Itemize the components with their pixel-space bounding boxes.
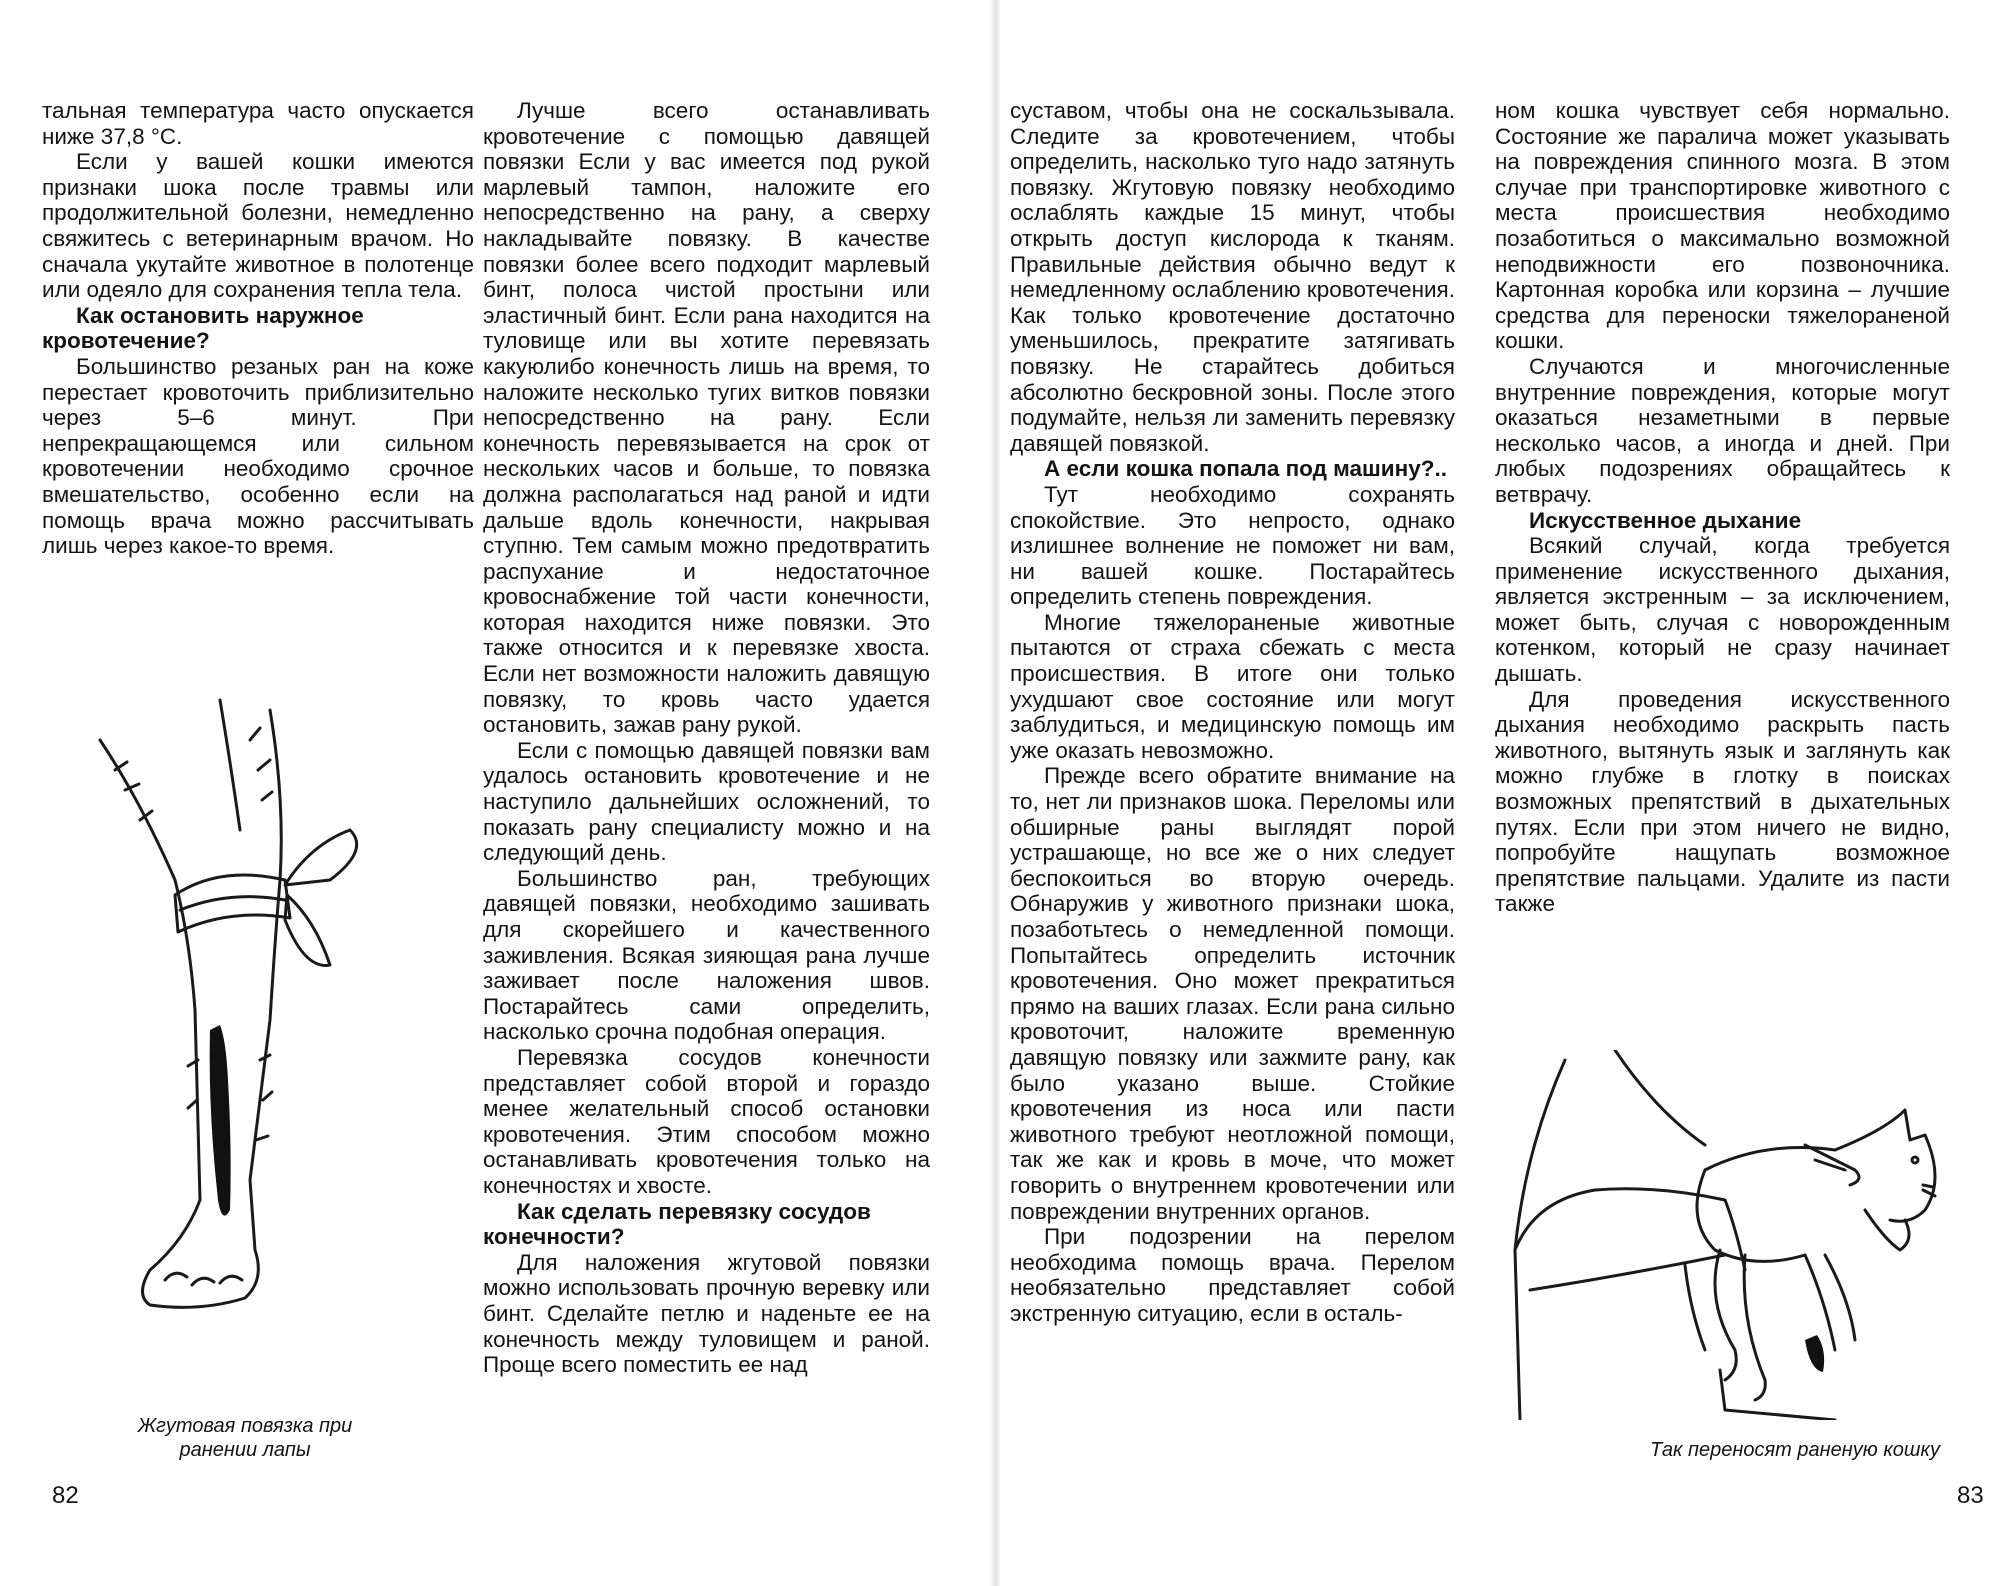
paragraph: тальная температура часто опускается ниже 37,8 °С.: [42, 98, 474, 149]
paragraph: Случаются и многочисленные внутренние повреждения, которые могут оказаться незаметными в первые несколько часов, а иногда и дней. При любых подозрениях обращайтесь к ветврачу.: [1495, 353, 1950, 507]
cat-paw: [1805, 1335, 1824, 1372]
paragraph: Для наложения жгутовой повязки можно использовать прочную веревку или бинт. Сделайте петлю и наденьте ее на конечность между туловищем и раной. Проще всего поместить ее над: [483, 1249, 930, 1378]
paragraph: Большинство ран, требующих давящей повязки, необходимо зашивать для скорейшего и качественного заживления. Всякая зияющая рана лучше заживает после наложения швов. Постарайтесь сами определить, насколько срочна подобная операция.: [483, 865, 930, 1045]
column-4: [1495, 98, 1950, 978]
paragraph: Прежде всего обратите внимание на то, нет ли признаков шока. Переломы или обширные раны выглядят порой устрашающе, но все же о них следует беспокоиться во вторую очередь. Обнаружив у животного признаки шока, позаботьтесь о немедленной помощи. Попытайтесь определить источник кровотечения. Оно может прекратиться прямо на ваших глазах. Если рана сильно кровоточит, наложите временную давящую повязку или зажмите рану, как было указано выше. Стойкие кровотечения из носа или пасти животного требуют неотложной помощи, так же как и кровь в моче, что может говорить о внутреннем кровотечении или повреждении внутренних органов.: [1010, 763, 1455, 1224]
paragraph: Перевязка сосудов конечности представляет собой второй и гораздо менее желательный способ остановки кровотечения. Этим способом можно останавливать кровотечения только на конечностях и хвосте.: [483, 1044, 930, 1198]
bandaged-leg-figure: [80, 680, 380, 1330]
paragraph: Если у вашей кошки имеются признаки шока после травмы или продолжительной болезни, немедленно свяжитесь с ветеринарным врачом. Но сначала укутайте животное в полотенце или одеяло для сохранения тепла тела.: [42, 149, 474, 303]
paragraph: Большинство резаных ран на коже перестает кровоточить приблизительно через 5–6 минут. При непрекращающемся или сильном кровотечении необходимо срочное вмешательство, особенно если на помощь врача можно рассчитывать лишь через какое-то время.: [42, 353, 474, 559]
page-number-left: 82: [52, 1482, 79, 1509]
paragraph: Для проведения искусственного дыхания необходимо раскрыть пасть животного, вытянуть язык и заглянуть как можно глубже в глотку в поисках возможных препятствий в дыхательных путях. Если при этом ничего не видно, попробуйте нащупать возможное препятствие пальцами. Удалите из пасти также: [1495, 686, 1950, 917]
column-1: [42, 98, 474, 638]
paragraph: Если с помощью давящей повязки вам удалось остановить кровотечение и не наступило дальнейших осложнений, то показать рану специалисту можно и на следующий день.: [483, 737, 930, 866]
paragraph: Тут необходимо сохранять спокойствие. Это непросто, однако излишнее волнение не поможет ни вам, ни вашей кошке. Постарайтесь определить степень повреждения.: [1010, 481, 1455, 610]
section-heading: Искусственное дыхание: [1529, 507, 1802, 533]
carrying-cat-illustration: [1505, 1050, 1945, 1420]
right-page: [995, 0, 2000, 1586]
paragraph: При подозрении на перелом необходима помощь врача. Перелом необязательно представляет собой экстренную ситуацию, если в осталь-: [1010, 1224, 1455, 1326]
paragraph: Многие тяжелораненые животные пытаются от страха сбежать с места происшествия. В итоге они только ухудшают свое состояние или могут заблудиться, и медицинскую помощь им уже оказать невозможно.: [1010, 609, 1455, 763]
figure-caption-left: Жгутовая повязка при ранении лапы: [137, 1415, 353, 1461]
paragraph: ном кошка чувствует себя нормально. Состояние же паралича может указывать на повреждения спинного мозга. В этом случае при транспортировке животного с места происшествия необходимо позаботиться о максимально возможной неподвижности его позвоночника. Картонная коробка или корзина – лучшие средства для переноски тяжелораненой кошки.: [1495, 98, 1950, 354]
section-heading: Как сделать перевязку сосудов конечности?: [483, 1198, 871, 1250]
bandaged-leg-illustration: [80, 680, 380, 1330]
section-heading: А если кошка попала под машину?..: [1044, 456, 1447, 482]
blood-streak: [210, 1025, 231, 1216]
paragraph: Всякий случай, когда требуется применение искусственного дыхания, является экстренным – за исключением, может быть, случая с новорожденным котенком, который не сразу начинает дышать.: [1495, 533, 1950, 687]
left-page: [0, 0, 995, 1586]
section-heading: Как остановить наружное кровотечение?: [42, 302, 364, 354]
carrying-cat-figure: [1505, 1050, 1945, 1420]
paragraph: Лучше всего останавливать кровотечение с помощью давящей повязки Если у вас имеется под рукой марлевый тампон, наложите его непосредственно на рану, а сверху накладывайте повязку. В качестве повязки более всего подходит марлевый бинт, полоса чистой простыни или эластичный бинт. Если рана находится на туловище или вы хотите перевязать какуюлибо конечность лишь на время, то наложите несколько тугих витков повязки непосредственно на рану. Если конечность перевязывается на срок от нескольких часов и больше, то повязка должна располагаться над раной и идти дальше вдоль конечности, накрывая ступню. Тем самым можно предотвратить распухание и недостаточное кровоснабжение той части конечности, которая находится ниже повязки. Это также относится и к перевязке хвоста. Если нет возможности наложить давящую повязку, то кровь часто удается остановить, зажав рану рукой.: [483, 98, 930, 738]
paragraph: суставом, чтобы она не соскальзывала. Следите за кровотечением, чтобы определить, насколько туго надо затянуть повязку. Жгутовую повязку необходимо ослаблять каждые 15 минут, чтобы открыть доступ кислорода к тканям. Правильные действия обычно ведут к немедленному ослаблению кровотечения. Как только кровотечение достаточно уменьшилось, прекратите затягивать повязку. Не старайтесь добиться абсолютно бескровной зоны. После этого подумайте, нельзя ли заменить перевязку давящей повязкой.: [1010, 98, 1455, 456]
page-number-right: 83: [1957, 1482, 1984, 1509]
column-2: [483, 98, 930, 1488]
column-3: [1010, 98, 1455, 1488]
figure-caption-right: Так переносят раненую кошку: [1650, 1439, 1940, 1461]
